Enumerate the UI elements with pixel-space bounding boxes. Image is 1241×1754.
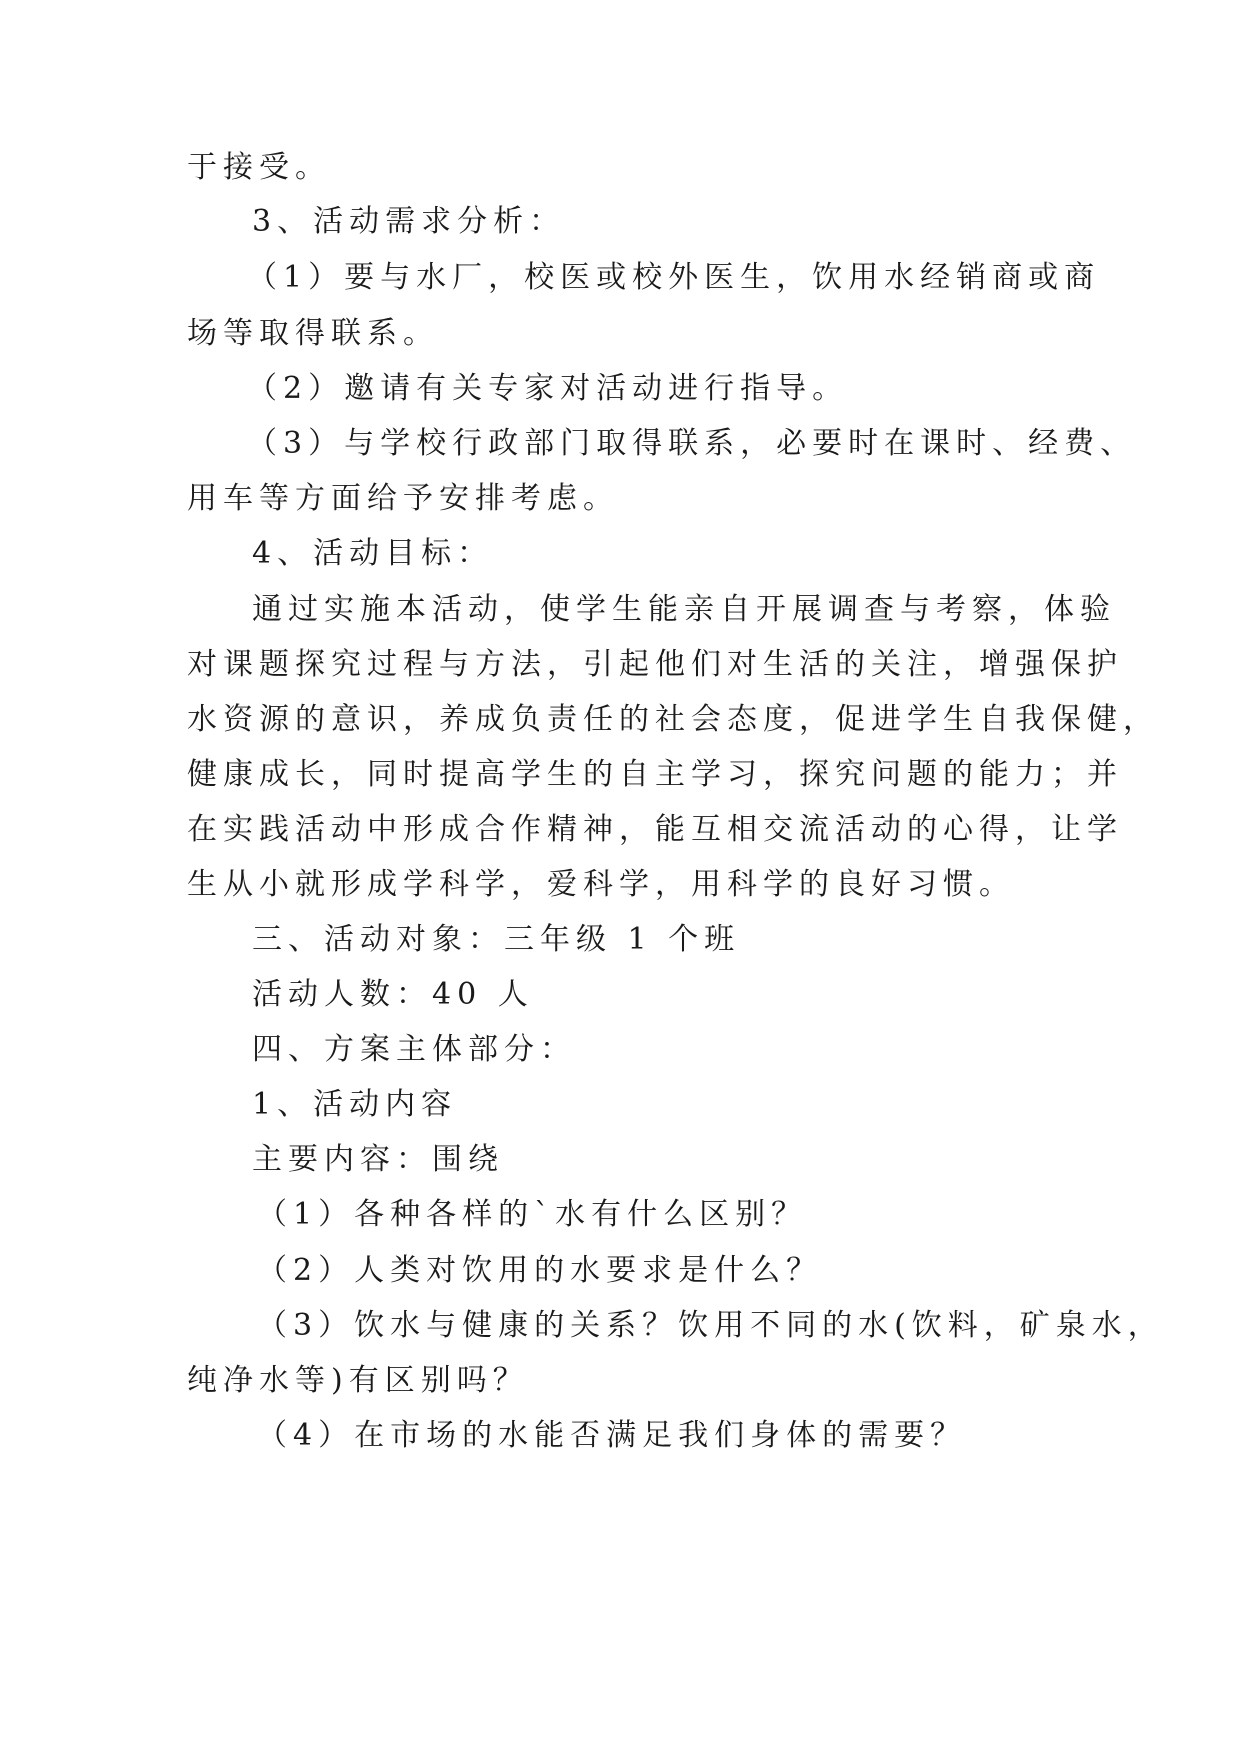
list-item: （2）邀请有关专家对活动进行指导。 — [247, 371, 849, 406]
text-line: 健康成长，同时提高学生的自主学习，探究问题的能力；并 — [187, 757, 1123, 792]
text-line: 通过实施本活动，使学生能亲自开展调查与考察，体验 — [252, 592, 1116, 627]
list-item: （1）要与水厂，校医或校外医生，饮用水经销商或商 — [247, 260, 1101, 295]
text-line: 场等取得联系。 — [187, 316, 439, 351]
text-line: 对课题探究过程与方法，引起他们对生活的关注，增强保护 — [187, 647, 1123, 682]
list-item: （1）各种各样的`水有什么区别？ — [257, 1197, 808, 1232]
text-line: 生从小就形成学科学，爱科学，用科学的良好习惯。 — [187, 867, 1015, 902]
text-line: 活动人数：40 人 — [252, 977, 534, 1012]
list-item: （2）人类对饮用的水要求是什么？ — [257, 1253, 823, 1288]
section-heading: 3、活动需求分析： — [252, 204, 566, 239]
list-item: （3）饮水与健康的关系？饮用不同的水(饮料，矿泉水， — [257, 1308, 1164, 1343]
text-line: 水资源的意识，养成负责任的社会态度，促进学生自我保健， — [187, 702, 1159, 737]
section-heading: 四、方案主体部分： — [252, 1032, 576, 1067]
section-heading: 三、活动对象：三年级 1 个班 — [252, 922, 741, 957]
section-heading: 1、活动内容 — [252, 1087, 458, 1122]
text-line: 纯净水等)有区别吗？ — [187, 1363, 529, 1398]
list-item: （4）在市场的水能否满足我们身体的需要？ — [257, 1418, 967, 1453]
text-line: 用车等方面给予安排考虑。 — [187, 481, 619, 516]
text-line: 在实践活动中形成合作精神，能互相交流活动的心得，让学 — [187, 812, 1123, 847]
text-line: 主要内容：围绕 — [252, 1142, 504, 1177]
text-line: 于接受。 — [187, 150, 331, 185]
list-item: （3）与学校行政部门取得联系，必要时在课时、经费、 — [247, 426, 1137, 461]
section-heading: 4、活动目标： — [252, 536, 494, 571]
